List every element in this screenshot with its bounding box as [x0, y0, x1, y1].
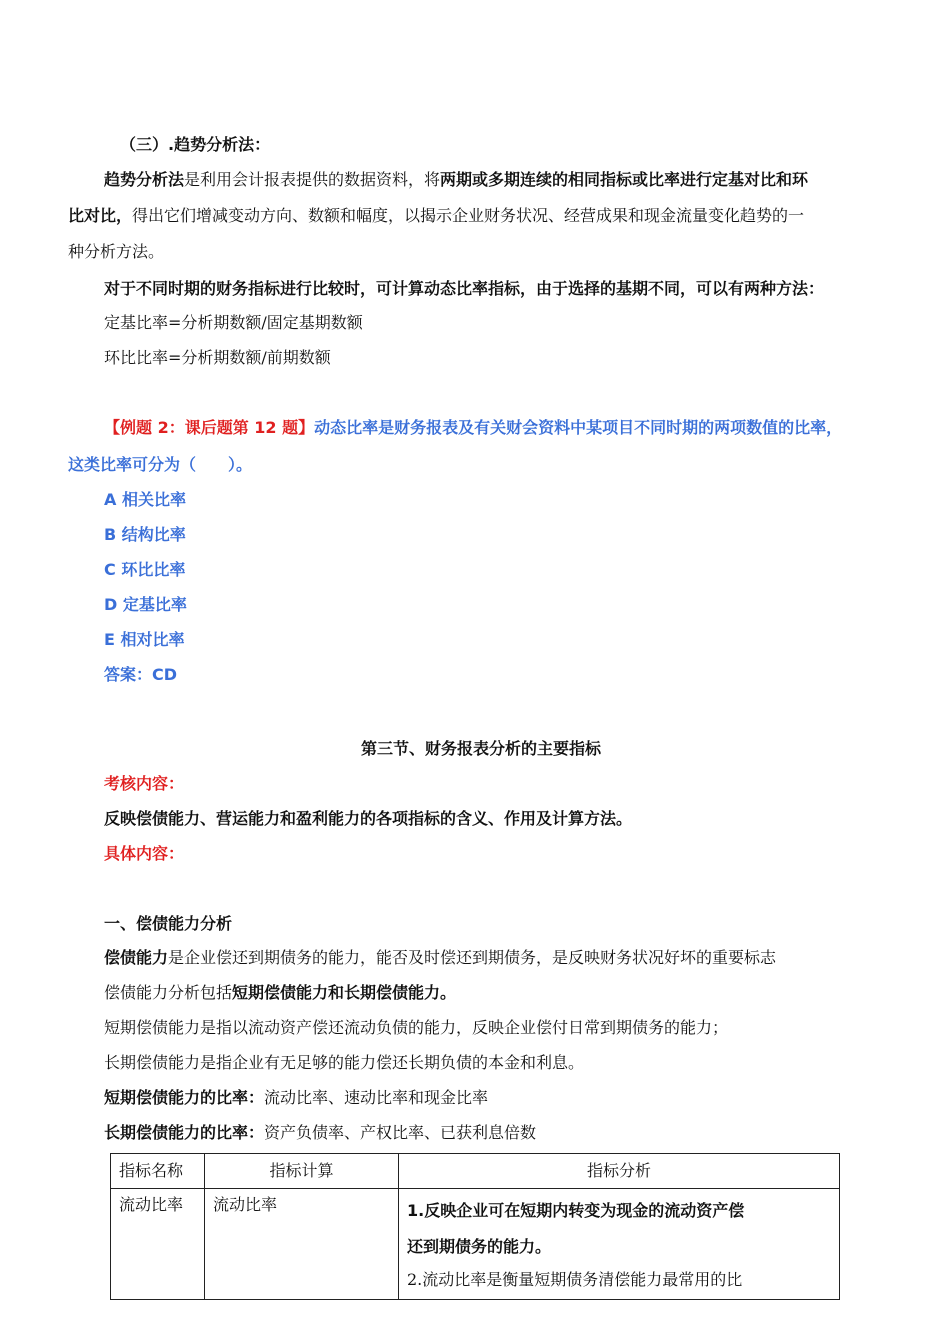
paragraph-dynamic-ratio: 对于不同时期的财务指标进行比较时，可计算动态比率指标，由于选择的基期不同，可以有两种方法：	[104, 279, 825, 298]
analysis-line: 还到期债务的能力。	[407, 1237, 552, 1256]
exam-content-label: 考核内容：	[104, 774, 185, 793]
example-label: 【例题 2：课后题第 12 题】	[104, 418, 315, 437]
term-trend-analysis: 趋势分析法	[104, 170, 185, 189]
formula-chain: 环比比率=分析期数额/前期数额	[104, 348, 331, 367]
chapter-title: 第三节、财务报表分析的主要指标	[361, 739, 602, 758]
solvency-heading: 一、偿债能力分析	[104, 914, 233, 933]
example-question-line-2: 这类比率可分为（ ）。	[68, 455, 253, 474]
text-span: 偿债能力分析包括	[104, 983, 233, 1002]
long-term-ratio-list: 资产负债率、产权比率、已获利息倍数	[264, 1123, 537, 1142]
formula-fixed-base: 定基比率=分析期数额/固定基期数额	[104, 313, 363, 332]
example-answer: 答案：CD	[104, 665, 178, 684]
text-span: 是企业偿还到期债务的能力，能否及时偿还到期债务，是反映财务状况好坏的重要标志	[168, 948, 777, 967]
detail-content-label: 具体内容：	[104, 844, 185, 863]
paragraph-line	[104, 1087, 488, 1109]
paragraph-line	[104, 947, 776, 969]
option-a: A 相关比率	[104, 490, 186, 509]
term-solvency: 偿债能力	[104, 948, 169, 967]
exam-content-text: 反映偿债能力、营运能力和盈利能力的各项指标的含义、作用及计算方法。	[104, 809, 633, 828]
table-header-name: 指标名称	[111, 1154, 205, 1189]
long-term-ratio-label: 长期偿债能力的比率：	[104, 1123, 265, 1142]
cell-indicator-calc: 流动比率	[205, 1189, 399, 1300]
paragraph-line	[104, 169, 808, 191]
option-e: E 相对比率	[104, 630, 185, 649]
analysis-line: 1.反映企业可在短期内转变为现金的流动资产偿	[407, 1201, 745, 1220]
paragraph-line	[68, 205, 804, 227]
short-term-ratio-list: 流动比率、速动比率和现金比率	[264, 1088, 489, 1107]
cell-indicator-name: 流动比率	[111, 1189, 205, 1300]
emphasis-span: 比对比，	[68, 206, 133, 225]
section-heading-trend: （三）.趋势分析法：	[120, 135, 271, 154]
emphasis-span: 短期偿债能力和长期偿债能力。	[232, 983, 457, 1002]
short-term-ratio-label: 短期偿债能力的比率：	[104, 1088, 265, 1107]
indicator-table	[110, 1153, 840, 1300]
text-span: 是利用会计报表提供的数据资料，将	[184, 170, 441, 189]
option-c: C 环比比率	[104, 560, 186, 579]
analysis-line: 2.流动比率是衡量短期债务清偿能力最常用的比	[407, 1270, 743, 1289]
emphasis-span: 两期或多期连续的相同指标或比率进行定基对比和环	[440, 170, 809, 189]
example-question-text: 动态比率是财务报表及有关财会资料中某项目不同时期的两项数值的比率，	[314, 418, 843, 437]
option-b: B 结构比率	[104, 525, 186, 544]
table-header-row	[111, 1154, 840, 1189]
example-question-line	[104, 417, 842, 439]
long-term-definition: 长期偿债能力是指企业有无足够的能力偿还长期负债的本金和利息。	[104, 1053, 585, 1072]
paragraph-line	[104, 1122, 536, 1144]
table-header-analysis: 指标分析	[399, 1154, 840, 1189]
paragraph-line	[104, 982, 456, 1004]
table-row	[111, 1189, 840, 1300]
option-d: D 定基比率	[104, 595, 187, 614]
paragraph-line: 种分析方法。	[68, 242, 165, 261]
cell-indicator-analysis	[399, 1189, 840, 1300]
text-span: 得出它们增减变动方向、数额和幅度，以揭示企业财务状况、经营成果和现金流量变化趋势的一	[132, 206, 805, 225]
short-term-definition: 短期偿债能力是指以流动资产偿还流动负债的能力，反映企业偿付日常到期债务的能力；	[104, 1018, 729, 1037]
table-header-calc: 指标计算	[205, 1154, 399, 1189]
